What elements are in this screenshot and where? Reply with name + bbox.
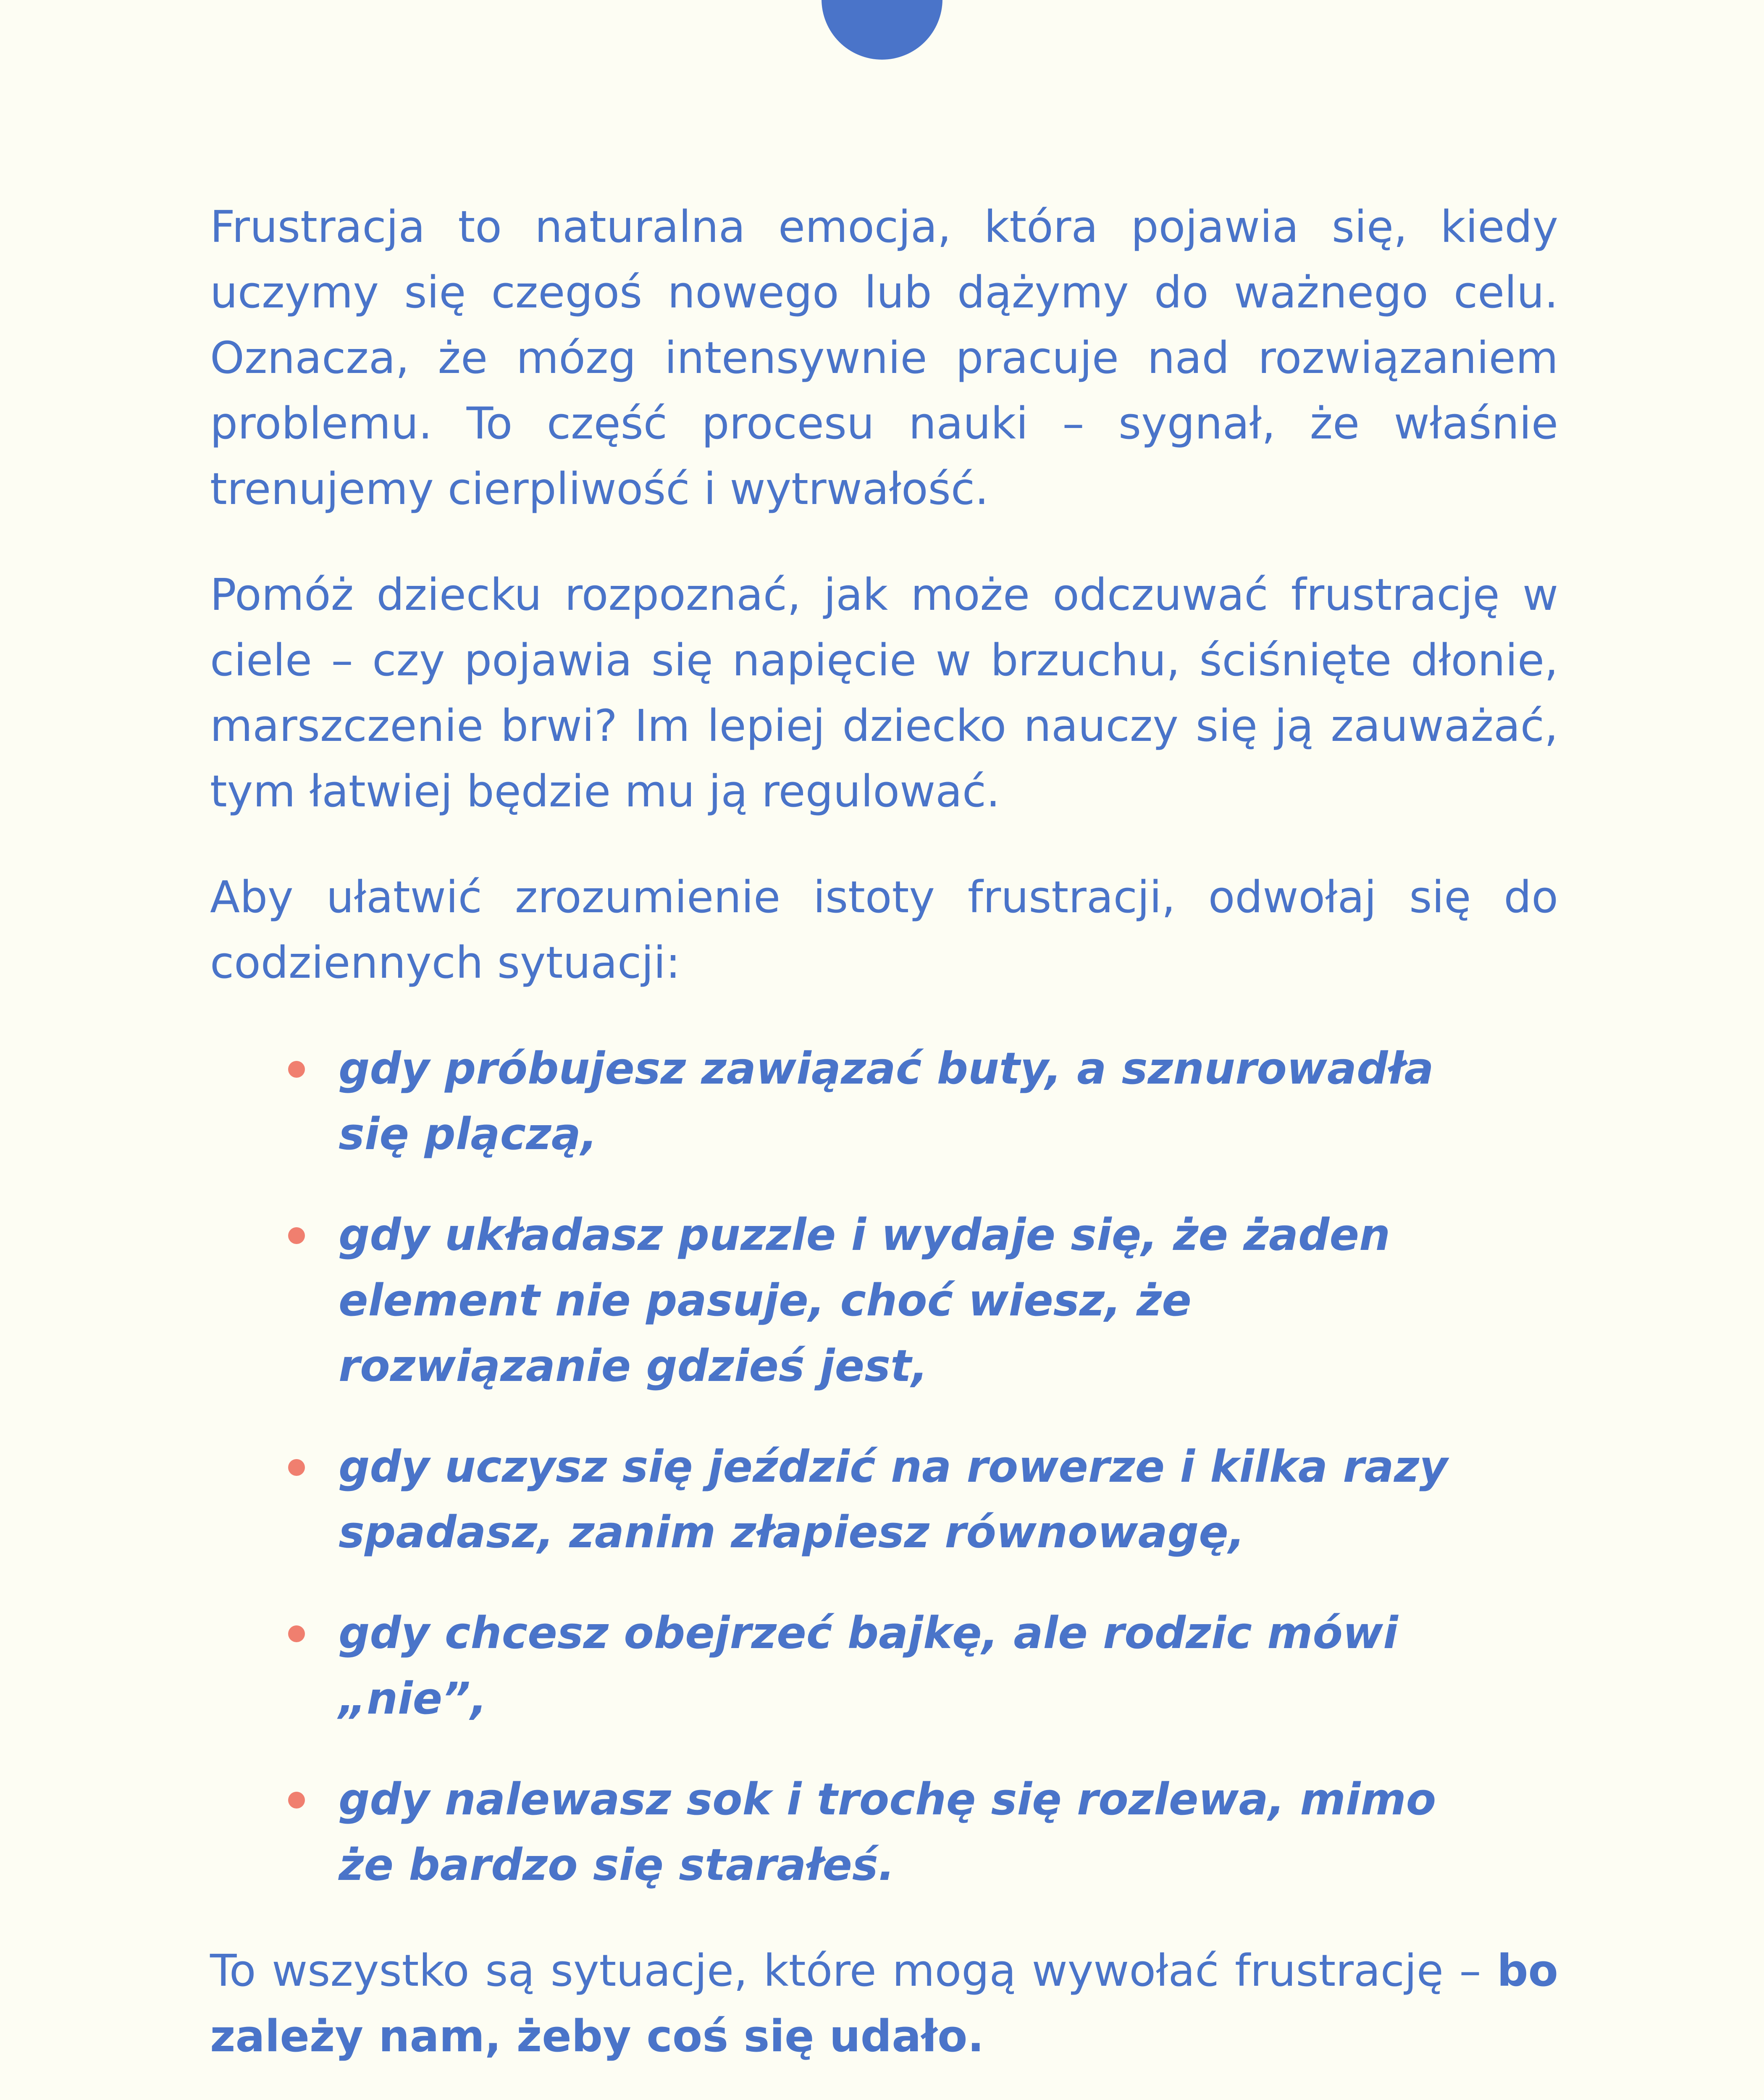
paragraph-intro: Frustracja to naturalna emocja, która pojawia się, kiedy uczymy się czegoś nowego lub dążymy do ważnego celu. Oznacza, że mózg intensywnie pracuje nad rozwiązaniem problemu. To część procesu nauki – sygnał, że właśnie trenujemy cierpliwość i wytrwałość. [210,201,1558,514]
bullet-dot-icon [288,1061,305,1078]
list-item-text: gdy próbujesz zawiązać buty, a sznurowadła się plączą, [339,1043,1434,1160]
paragraph-summary [210,1938,1558,2069]
top-decorative-circle [822,0,942,60]
list-item [339,1767,1464,1898]
summary-emphasis: bo zależy nam, żeby coś się udało. [210,1945,1558,2062]
paragraph-situations-intro: Aby ułatwić zrozumienie istoty frustracji, odwołaj się do codziennych sytuacji: [210,872,1558,988]
situations-list [210,1036,1464,1898]
list-item [339,1434,1464,1565]
bullet-dot-icon [288,1459,305,1476]
bullet-dot-icon [288,1792,305,1809]
bullet-dot-icon [288,1227,305,1244]
main-content [210,194,1558,2100]
list-item [339,1036,1464,1167]
list-item-text: gdy układasz puzzle i wydaje się, że żaden element nie pasuje, choć wiesz, że rozwiązanie gdzieś jest, [339,1209,1391,1391]
list-item-text: gdy uczysz się jeździć na rowerze i kilka razy spadasz, zanim złapiesz równowagę, [339,1441,1448,1558]
paragraph-body-feelings: Pomóż dziecku rozpoznać, jak może odczuwać frustrację w ciele – czy pojawia się napięcie w brzuchu, ściśnięte dłonie, marszczenie brwi? Im lepiej dziecko nauczy się ją zauważać, tym łatwiej będzie mu ją regulować. [210,569,1558,817]
list-item-text: gdy nalewasz sok i trochę się rozlewa, mimo że bardzo się starałeś. [339,1774,1436,1890]
list-item-text: gdy chcesz obejrzeć bajkę, ale rodzic mówi „nie”, [339,1607,1398,1724]
list-item [339,1600,1464,1731]
list-item [339,1202,1464,1399]
bullet-dot-icon [288,1625,305,1642]
summary-text: To wszystko są sytuacje, które mogą wywołać frustrację – [210,1945,1497,1996]
